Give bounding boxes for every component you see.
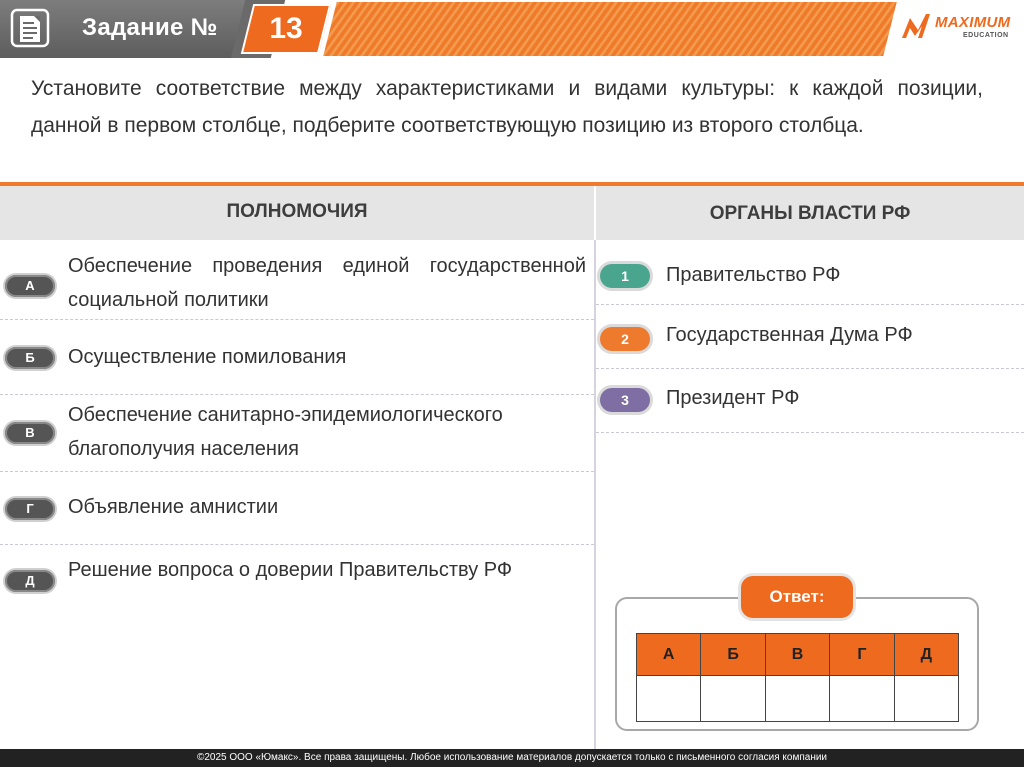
logo-subtext: EDUCATION [963,32,1009,39]
letter-badge-a: А [5,275,55,297]
right-item-2-text: Государственная Дума РФ [666,324,913,346]
answer-cell-a[interactable] [637,676,701,722]
answer-cell-d[interactable] [894,676,958,722]
row-separator [596,304,1024,305]
row-separator [0,394,594,395]
left-item-a-text: Обеспечение проведения единой государственной социальной политики [68,255,586,311]
right-item-1-text: Правительство РФ [666,264,841,286]
document-icon [9,7,51,49]
answer-cell-v[interactable] [765,676,829,722]
answer-cell-b[interactable] [701,676,765,722]
row-separator [0,471,594,472]
row-separator [596,368,1024,369]
header-stripe-band [323,2,896,56]
row-separator [0,544,594,545]
answer-col-g: Г [830,634,894,676]
answer-header-row [637,634,959,676]
header-bar [0,0,1024,62]
letter-badge-b: Б [5,347,55,369]
number-badge-2: 2 [600,327,650,351]
right-item-3-text: Президент РФ [666,387,800,409]
answer-cell-g[interactable] [830,676,894,722]
row-separator [0,319,594,320]
answer-col-b: Б [701,634,765,676]
letter-badge-v: В [5,422,55,444]
number-badge-1: 1 [600,264,650,288]
right-column-header: ОРГАНЫ ВЛАСТИ РФ [596,186,1024,240]
answer-label: Ответ: [741,576,853,618]
left-item-d-text: Решение вопроса о доверии Правительству РФ [68,559,513,581]
logo-text: MAXIMUM [935,14,1011,31]
answer-table [636,633,959,722]
answer-col-a: А [637,634,701,676]
question-text: Установите соответствие между характеристиками и видами культуры: к каждой позиции, данной в первом столбце, подберите соответствующую позицию из второго столбца. [31,77,983,137]
answer-col-v: В [765,634,829,676]
task-label: Задание № [82,14,218,41]
left-item-v-text: Обеспечение санитарно-эпидемиологического благополучия населения [68,404,503,460]
left-item-b-text: Осуществление помилования [68,346,347,368]
row-separator [596,432,1024,433]
letter-badge-g: Г [5,498,55,520]
number-badge-3: 3 [600,388,650,412]
left-item-g-text: Объявление амнистии [68,496,279,518]
letter-badge-d: Д [5,570,55,592]
left-column-header: ПОЛНОМОЧИЯ [0,186,594,240]
answer-col-d: Д [894,634,958,676]
task-number: 13 [269,12,303,45]
copyright-footer: ©2025 ООО «Юмакс». Все права защищены. Любое использование материалов допускается только с письменного согласия компании [0,749,1024,767]
column-divider [594,240,596,750]
answer-value-row [637,676,959,722]
